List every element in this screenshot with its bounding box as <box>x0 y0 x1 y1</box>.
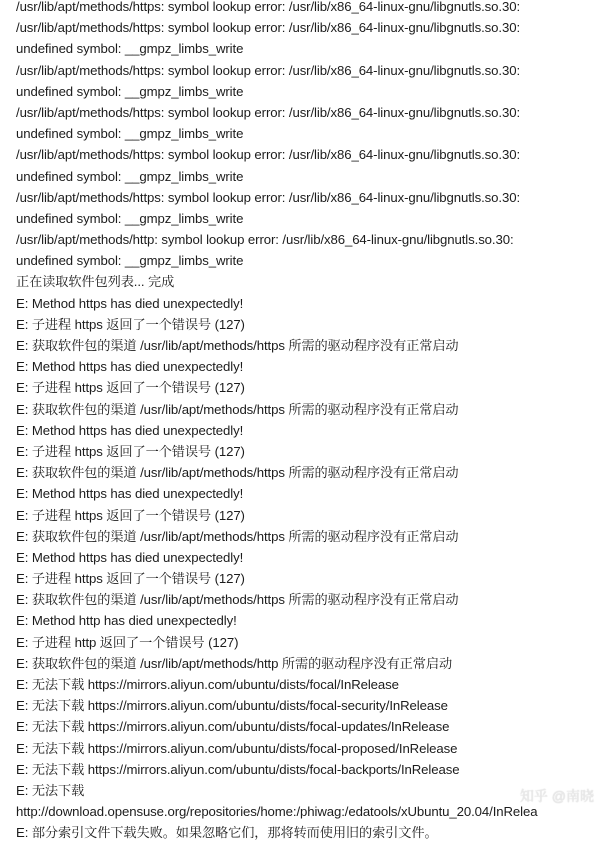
log-line: E: 获取软件包的渠道 /usr/lib/apt/methods/https 所需的驱动程序没有正常启动 <box>16 528 459 544</box>
log-line: E: 无法下载 https://mirrors.aliyun.com/ubuntu/dists/focal-backports/InRelease <box>16 761 460 777</box>
log-line: /usr/lib/apt/methods/https: symbol lookup error: /usr/lib/x86_64-linux-gnu/libgnutls.so.30: <box>16 62 521 78</box>
log-line: undefined symbol: __gmpz_limbs_write <box>16 126 244 142</box>
log-line: /usr/lib/apt/methods/https: symbol lookup error: /usr/lib/x86_64-linux-gnu/libgnutls.so.30: <box>16 104 521 120</box>
log-line: E: 子进程 https 返回了一个错误号 (127) <box>16 443 245 459</box>
log-line: E: Method https has died unexpectedly! <box>16 486 244 502</box>
log-line: E: 无法下载 https://mirrors.aliyun.com/ubuntu/dists/focal-updates/InRelease <box>16 719 450 735</box>
log-line: E: 获取软件包的渠道 /usr/lib/apt/methods/https 所需的驱动程序没有正常启动 <box>16 592 459 608</box>
log-line: /usr/lib/apt/methods/http: symbol lookup error: /usr/lib/x86_64-linux-gnu/libgnutls.so.30: <box>16 232 514 248</box>
log-line: E: 子进程 https 返回了一个错误号 (127) <box>16 316 245 332</box>
log-line: E: 子进程 https 返回了一个错误号 (127) <box>16 507 245 523</box>
log-line: undefined symbol: __gmpz_limbs_write <box>16 41 244 57</box>
log-line: E: Method http has died unexpectedly! <box>16 613 237 629</box>
log-line: E: 获取软件包的渠道 /usr/lib/apt/methods/https 所需的驱动程序没有正常启动 <box>16 401 459 417</box>
log-line: E: 无法下载 <box>16 782 85 798</box>
log-line: http://download.opensuse.org/repositories/home:/phiwag:/edatools/xUbuntu_20.04/InRelea <box>16 804 538 820</box>
terminal-log <box>16 0 596 844</box>
log-line: E: 获取软件包的渠道 /usr/lib/apt/methods/http 所需的驱动程序没有正常启动 <box>16 655 453 671</box>
log-line: E: 获取软件包的渠道 /usr/lib/apt/methods/https 所需的驱动程序没有正常启动 <box>16 465 459 481</box>
log-line: E: Method https has died unexpectedly! <box>16 295 244 311</box>
log-line: /usr/lib/apt/methods/https: symbol lookup error: /usr/lib/x86_64-linux-gnu/libgnutls.so.30: <box>16 20 521 36</box>
log-line: /usr/lib/apt/methods/https: symbol lookup error: /usr/lib/x86_64-linux-gnu/libgnutls.so.30: <box>16 147 521 163</box>
log-line: /usr/lib/apt/methods/https: symbol lookup error: /usr/lib/x86_64-linux-gnu/libgnutls.so.30: <box>16 0 521 14</box>
log-line: undefined symbol: __gmpz_limbs_write <box>16 210 244 226</box>
log-line: /usr/lib/apt/methods/https: symbol lookup error: /usr/lib/x86_64-linux-gnu/libgnutls.so.30: <box>16 189 521 205</box>
log-line: E: 子进程 https 返回了一个错误号 (127) <box>16 571 245 587</box>
log-line: 正在读取软件包列表... 完成 <box>16 274 175 290</box>
log-line: E: Method https has died unexpectedly! <box>16 359 244 375</box>
watermark: 知乎 @南晓 <box>519 788 594 804</box>
log-line: E: 无法下载 https://mirrors.aliyun.com/ubuntu/dists/focal-security/InRelease <box>16 698 448 714</box>
log-line: undefined symbol: __gmpz_limbs_write <box>16 168 244 184</box>
log-line: E: 子进程 https 返回了一个错误号 (127) <box>16 380 245 396</box>
log-line: E: Method https has died unexpectedly! <box>16 549 244 565</box>
log-line: E: 无法下载 https://mirrors.aliyun.com/ubuntu/dists/focal-proposed/InRelease <box>16 740 458 756</box>
log-line: E: 获取软件包的渠道 /usr/lib/apt/methods/https 所需的驱动程序没有正常启动 <box>16 338 459 353</box>
log-line: undefined symbol: __gmpz_limbs_write <box>16 83 244 99</box>
log-line: E: 部分索引文件下载失败。如果忽略它们，那将转而使用旧的索引文件。 <box>16 825 438 841</box>
log-line: E: Method https has died unexpectedly! <box>16 422 244 438</box>
log-line: E: 无法下载 https://mirrors.aliyun.com/ubuntu/dists/focal/InRelease <box>16 677 399 692</box>
log-line: E: 子进程 http 返回了一个错误号 (127) <box>16 634 239 650</box>
log-line: undefined symbol: __gmpz_limbs_write <box>16 253 244 269</box>
